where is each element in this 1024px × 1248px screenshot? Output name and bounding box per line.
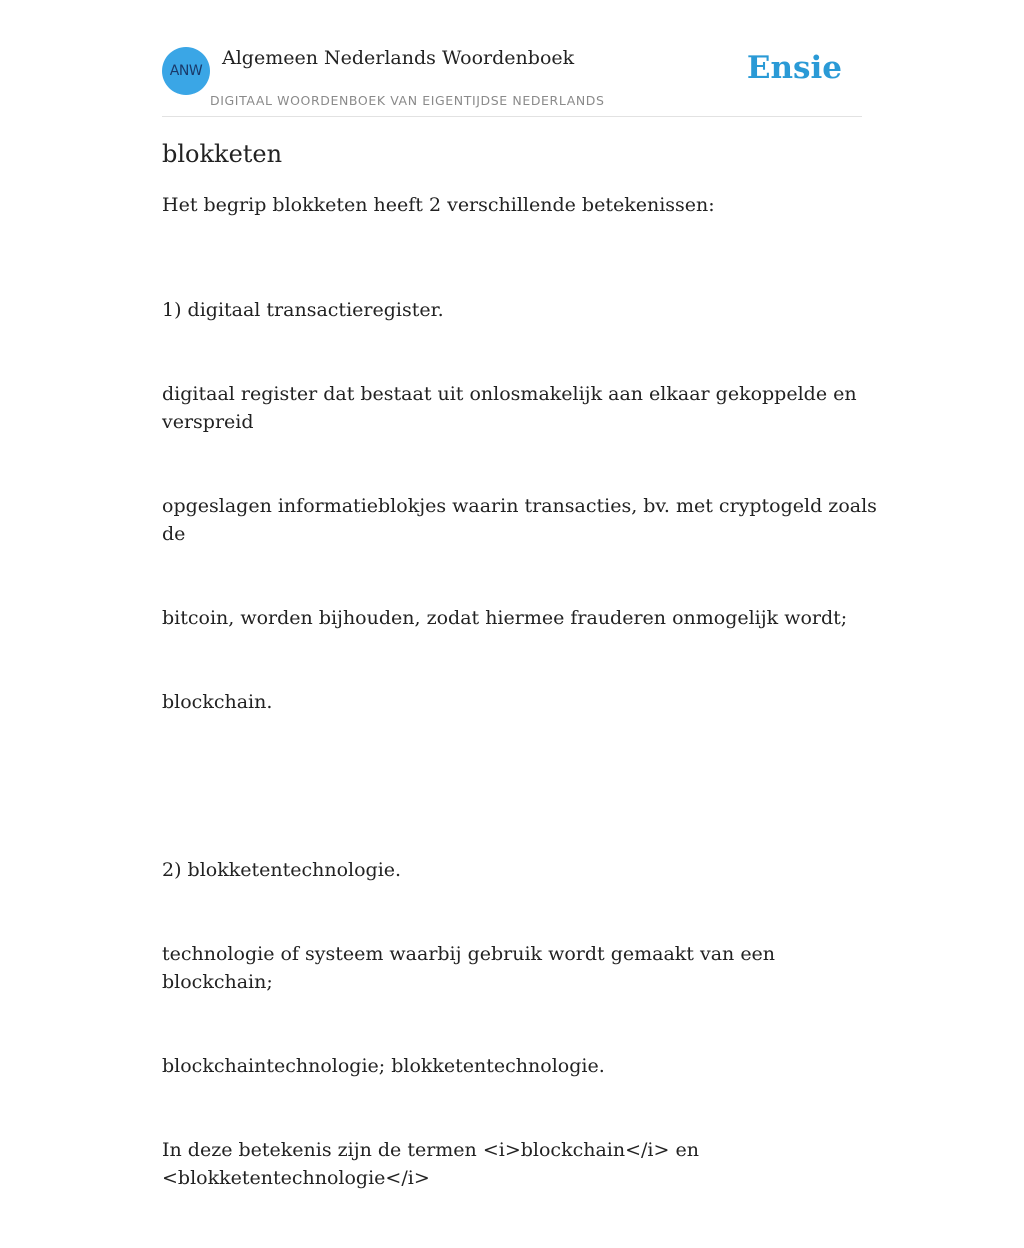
blank-line (162, 772, 882, 800)
definition-line: 2) blokketentechnologie. (162, 859, 402, 881)
anw-logo[interactable] (162, 47, 210, 95)
definition-line: blockchain. (162, 691, 273, 713)
definition-line: bitcoin, worden bijhouden, zodat hiermee frauderen onmogelijk wordt; (162, 607, 848, 629)
definition-line: blockchaintechnologie; blokketentechnologie. (162, 1055, 605, 1077)
definition-body (162, 240, 882, 1248)
ensie-logo[interactable]: Ensie (746, 50, 842, 86)
source-subtitle: DIGITAAL WOORDENBOEK VAN EIGENTIJDSE NEDERLANDS (210, 93, 605, 108)
entry-intro: Het begrip blokketen heeft 2 verschillende betekenissen: (162, 194, 715, 216)
definition-line: technologie of systeem waarbij gebruik wordt gemaakt van een blockchain; (162, 943, 782, 993)
definition-line: digitaal register dat bestaat uit onlosmakelijk aan elkaar gekoppelde en verspreid (162, 383, 863, 433)
definition-line: In deze betekenis zijn de termen <i>blockchain</i> en <blokketentechnologie</i> (162, 1139, 705, 1189)
anw-logo-text: ANW (169, 63, 203, 79)
page-title: blokketen (162, 140, 283, 168)
definition-line: 1) digitaal transactieregister. (162, 299, 444, 321)
source-header (162, 40, 862, 117)
definition-line: opgeslagen informatieblokjes waarin transacties, bv. met cryptogeld zoals de (162, 495, 883, 545)
source-title[interactable]: Algemeen Nederlands Woordenboek (222, 47, 575, 69)
